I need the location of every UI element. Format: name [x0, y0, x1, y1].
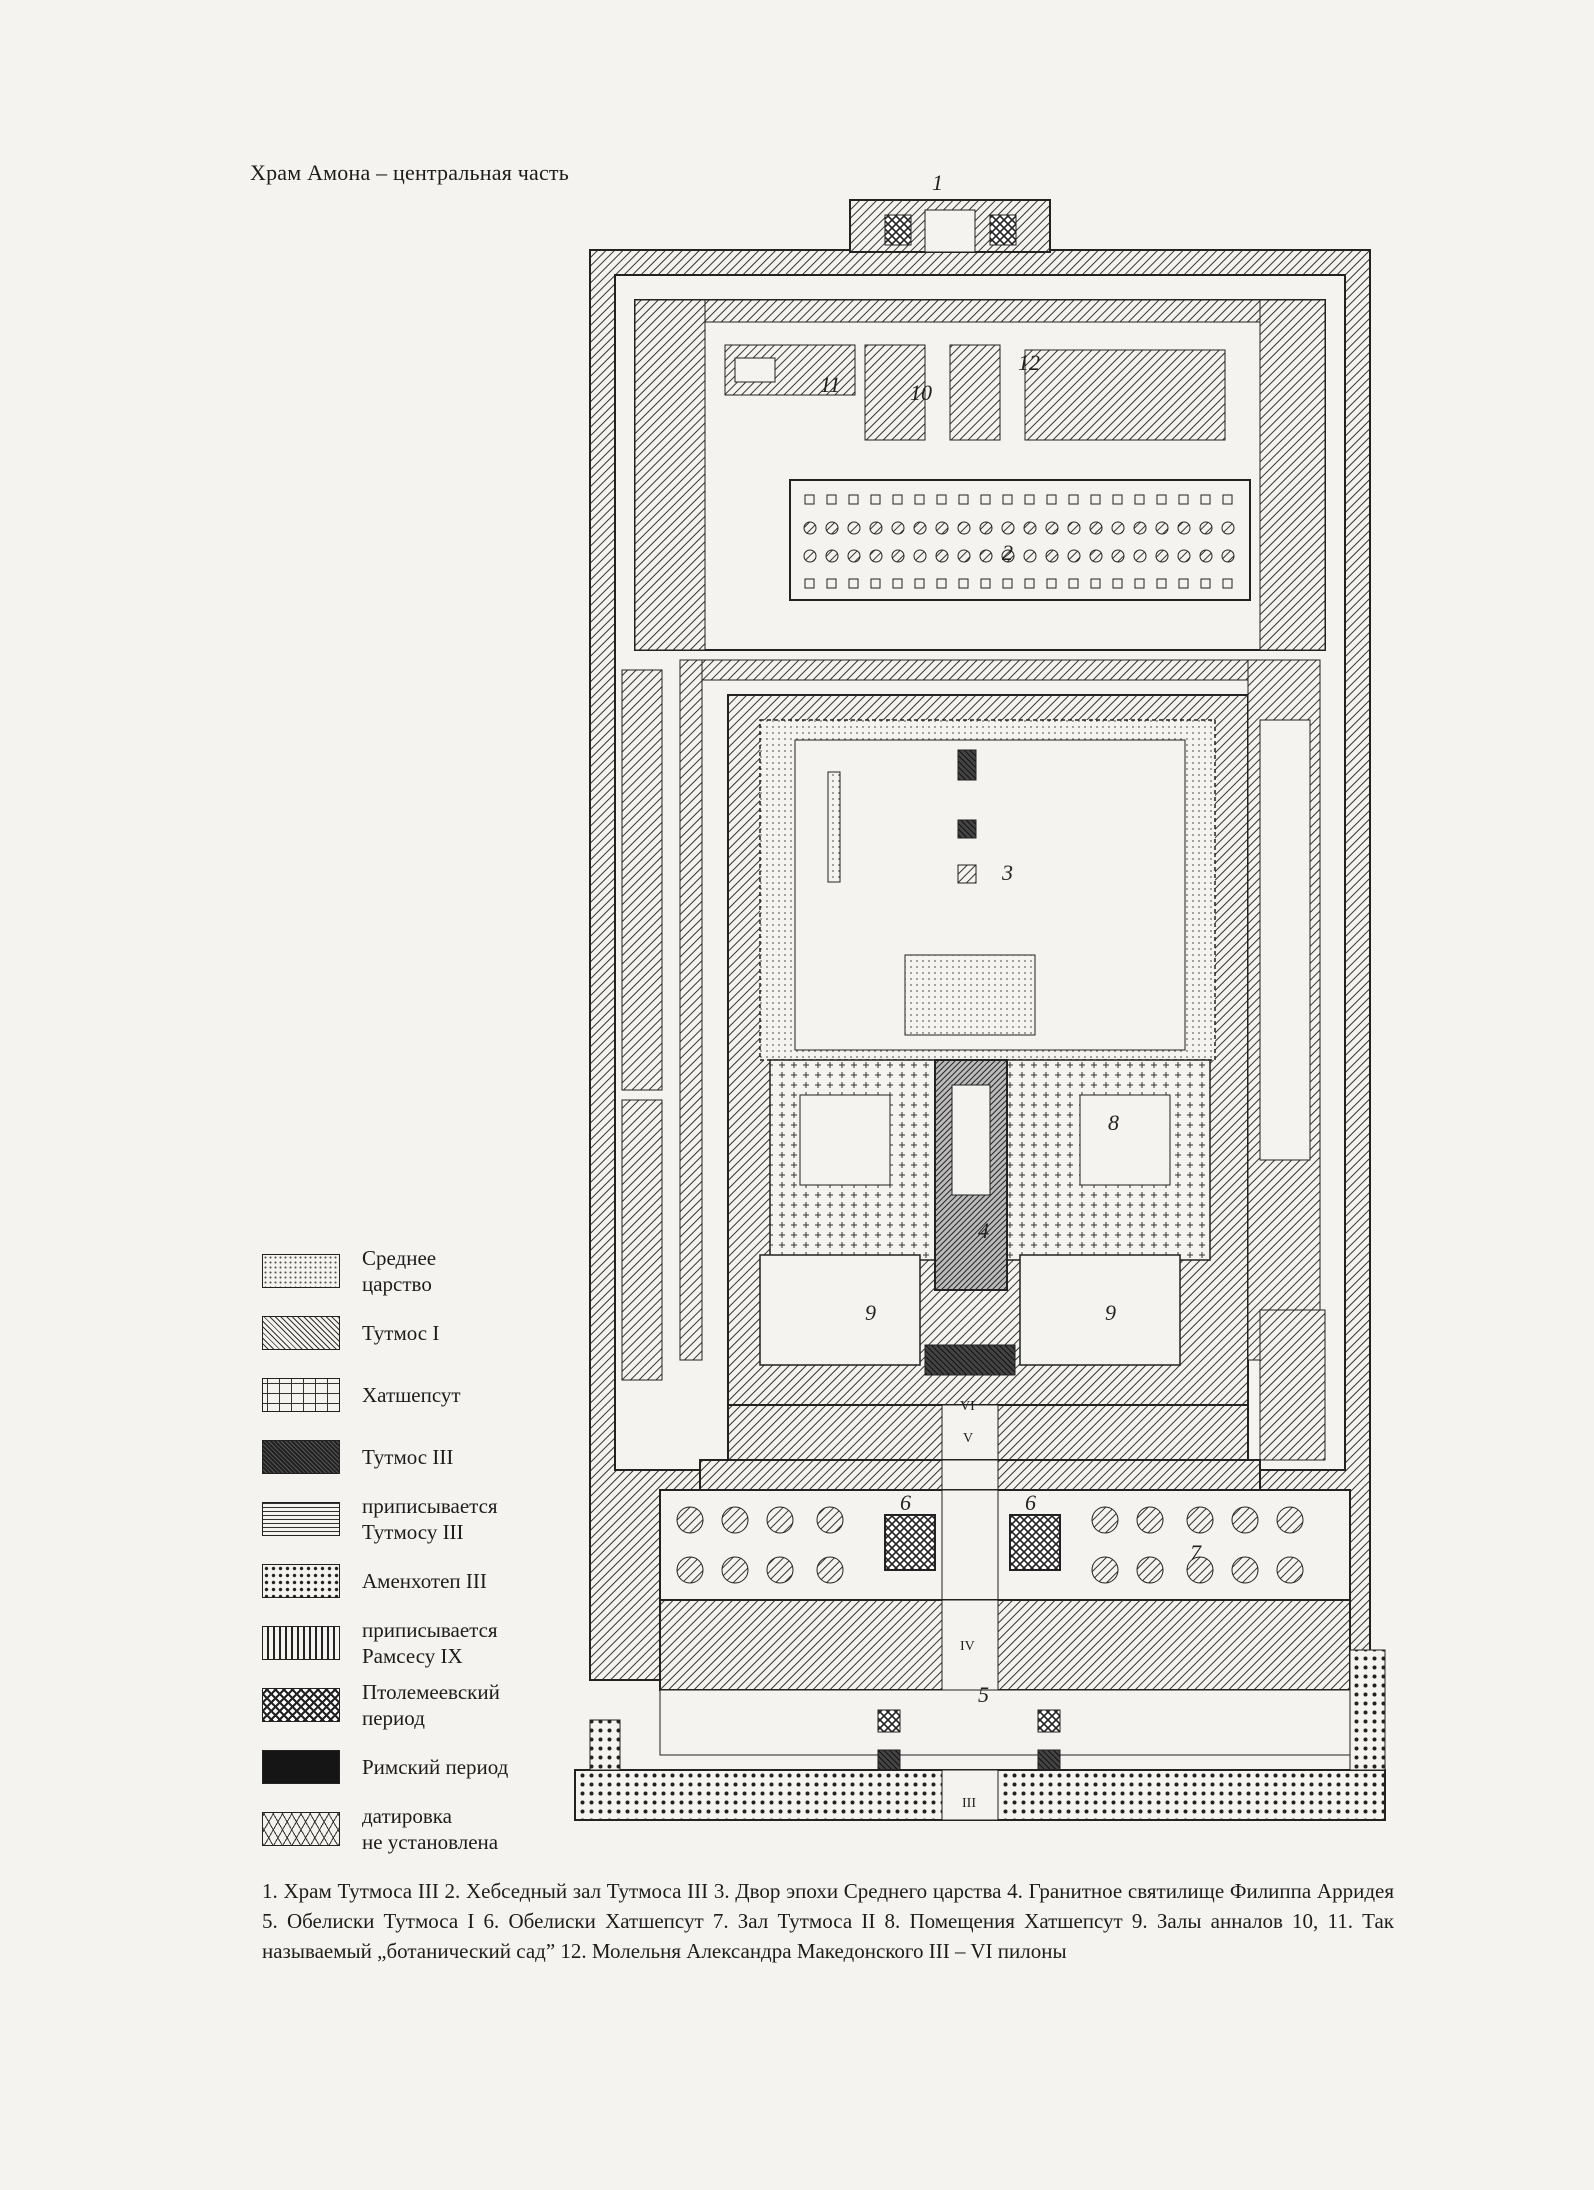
column: [980, 550, 992, 562]
column: [1113, 579, 1122, 588]
column: [959, 579, 968, 588]
column: [1091, 495, 1100, 504]
label-9b: 9: [1105, 1300, 1116, 1325]
obelisks-of-thutmose-i: [660, 1690, 1350, 1772]
column: [1277, 1507, 1303, 1533]
legend-swatch-vbars: [262, 1626, 340, 1660]
column: [1223, 495, 1232, 504]
legend-item: [262, 1736, 562, 1798]
legend-item: [262, 1302, 562, 1364]
column: [1135, 579, 1144, 588]
label-8: 8: [1108, 1110, 1119, 1135]
column: [1068, 550, 1080, 562]
column: [893, 495, 902, 504]
column: [1134, 550, 1146, 562]
column: [1090, 550, 1102, 562]
column: [1232, 1507, 1258, 1533]
west-side-chambers: [622, 670, 662, 1380]
legend-label: Тутмос III: [362, 1445, 454, 1469]
label-pylon-v: V: [963, 1431, 974, 1446]
column: [1157, 495, 1166, 504]
column: [849, 495, 858, 504]
column: [722, 1557, 748, 1583]
legend-label: приписывается Рамсесу IX: [362, 1618, 498, 1668]
column: [936, 522, 948, 534]
label-12: 12: [1018, 350, 1040, 375]
column: [1090, 522, 1102, 534]
east-side-chambers: [1248, 660, 1325, 1460]
legend-label: Аменхотеп III: [362, 1569, 487, 1593]
column: [1025, 495, 1034, 504]
column: [892, 550, 904, 562]
column: [826, 550, 838, 562]
column: [914, 522, 926, 534]
column: [1200, 550, 1212, 562]
column: [1179, 495, 1188, 504]
label-1: 1: [932, 170, 943, 195]
legend-swatch-hlines: [262, 1502, 340, 1536]
legend-item: [262, 1364, 562, 1426]
column: [722, 1507, 748, 1533]
column: [1135, 495, 1144, 504]
label-4: 4: [978, 1218, 989, 1243]
column: [804, 522, 816, 534]
column: [1092, 1507, 1118, 1533]
column: [1068, 522, 1080, 534]
column: [1201, 495, 1210, 504]
column: [958, 522, 970, 534]
column: [817, 1507, 843, 1533]
column: [1003, 579, 1012, 588]
legend-item: [262, 1240, 562, 1302]
legend-item: [262, 1612, 562, 1674]
column: [1277, 1557, 1303, 1583]
column: [1179, 579, 1188, 588]
column: [1157, 579, 1166, 588]
column: [1047, 495, 1056, 504]
column: [1137, 1557, 1163, 1583]
legend-swatch-dots: [262, 1254, 340, 1288]
legend-item: [262, 1488, 562, 1550]
column: [915, 579, 924, 588]
column: [958, 550, 970, 562]
column: [871, 495, 880, 504]
column: [848, 550, 860, 562]
column: [1156, 550, 1168, 562]
label-10: 10: [910, 380, 932, 405]
legend-swatch-cross: [262, 1378, 340, 1412]
column: [915, 495, 924, 504]
legend-swatch-bigdots: [262, 1564, 340, 1598]
column: [1092, 1557, 1118, 1583]
column: [1112, 522, 1124, 534]
column: [1113, 495, 1122, 504]
label-6b: 6: [1025, 1490, 1036, 1515]
column: [1178, 522, 1190, 534]
column: [1156, 522, 1168, 534]
legend-swatch-black: [262, 1750, 340, 1784]
column: [1112, 550, 1124, 562]
figure-caption: 1. Храм Тутмоса III 2. Хебседный зал Тутмоса III 3. Двор эпохи Среднего царства 4. Гранитное святилище Филиппа Арридея 5. Обелиски Тутмоса I 6. Обелиски Хатшепсут 7. Зал Тутмоса II 8. Помещения Хатшепсут 9. Залы анналов 10, 11. Так называемый „ботанический сад” 12. Молельня Александра Македонского III – VI пилоны: [262, 1879, 1394, 1963]
legend-swatch-dark: [262, 1440, 340, 1474]
column: [981, 579, 990, 588]
legend-label: датировка не установлена: [362, 1804, 499, 1854]
legend-swatch-diamond: [262, 1812, 340, 1846]
column: [1002, 522, 1014, 534]
legend-item: [262, 1798, 562, 1860]
column: [826, 522, 838, 534]
pylon-iv: [660, 1600, 1350, 1690]
legend-item: [262, 1426, 562, 1488]
column: [1046, 550, 1058, 562]
column: [767, 1557, 793, 1583]
label-9a: 9: [865, 1300, 876, 1325]
column: [893, 579, 902, 588]
column: [1024, 550, 1036, 562]
column: [980, 522, 992, 534]
column: [937, 579, 946, 588]
column: [1178, 550, 1190, 562]
column: [1069, 579, 1078, 588]
label-11: 11: [820, 372, 841, 397]
label-3: 3: [1002, 860, 1013, 885]
legend-label: Среднее царство: [362, 1246, 437, 1296]
column: [936, 550, 948, 562]
column: [817, 1557, 843, 1583]
column: [805, 579, 814, 588]
column: [804, 550, 816, 562]
column: [1025, 579, 1034, 588]
legend: [262, 1240, 562, 1860]
label-pylon-iv: IV: [960, 1639, 975, 1654]
column: [1201, 579, 1210, 588]
column: [1222, 522, 1234, 534]
page-title: Храм Амона – центральная часть: [250, 160, 569, 185]
label-5: 5: [978, 1682, 989, 1707]
column: [1222, 550, 1234, 562]
column: [892, 522, 904, 534]
legend-label: Птолемеевский период: [362, 1680, 500, 1730]
pylon-iii: [575, 1770, 1385, 1820]
column: [1003, 495, 1012, 504]
column: [677, 1557, 703, 1583]
legend-label: Хатшепсут: [362, 1383, 461, 1407]
temple-plan-diagram: [560, 160, 1400, 1840]
label-6a: 6: [900, 1490, 911, 1515]
column: [1047, 579, 1056, 588]
column: [1046, 522, 1058, 534]
column: [849, 579, 858, 588]
column: [870, 550, 882, 562]
legend-swatch-ptol: [262, 1688, 340, 1722]
legend-item: [262, 1674, 562, 1736]
column: [1223, 579, 1232, 588]
column: [870, 522, 882, 534]
column: [1137, 1507, 1163, 1533]
label-2: 2: [1002, 540, 1013, 565]
column: [959, 495, 968, 504]
label-7: 7: [1190, 1540, 1201, 1565]
legend-label: Римский период: [362, 1755, 509, 1779]
label-pylon-vi: VI: [960, 1399, 975, 1414]
column: [805, 495, 814, 504]
legend-swatch-hatch: [262, 1316, 340, 1350]
column: [827, 579, 836, 588]
column: [1024, 522, 1036, 534]
column: [937, 495, 946, 504]
column: [848, 522, 860, 534]
label-pylon-iii: III: [962, 1796, 976, 1811]
column: [981, 495, 990, 504]
column: [1187, 1507, 1213, 1533]
column: [767, 1507, 793, 1533]
legend-item: [262, 1550, 562, 1612]
column: [827, 495, 836, 504]
column: [677, 1507, 703, 1533]
column: [914, 550, 926, 562]
column: [871, 579, 880, 588]
legend-label: Тутмос I: [362, 1321, 440, 1345]
column: [1134, 522, 1146, 534]
column: [1200, 522, 1212, 534]
column: [1091, 579, 1100, 588]
east-gate: [850, 200, 1050, 252]
column: [1069, 495, 1078, 504]
legend-label: приписывается Тутмосу III: [362, 1494, 498, 1544]
column: [1232, 1557, 1258, 1583]
